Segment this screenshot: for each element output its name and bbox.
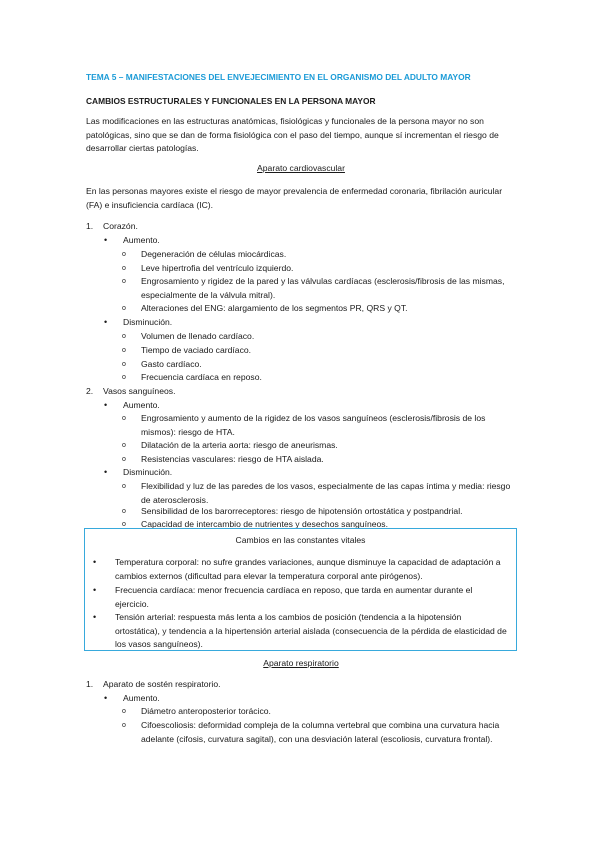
circle-bullet-icon: o bbox=[122, 442, 126, 449]
list-item bbox=[122, 453, 516, 467]
circle-bullet-icon: o bbox=[122, 708, 126, 715]
bullet-icon: • bbox=[93, 557, 97, 567]
list-label: Aparato de sostén respiratorio. bbox=[103, 679, 221, 689]
circle-bullet-icon: o bbox=[122, 305, 126, 312]
list-item-text: Sensibilidad de los barorreceptores: riesgo de hipotensión ortostática y postpandrial. bbox=[141, 506, 463, 516]
list-label: Disminución. bbox=[123, 467, 173, 477]
list-item bbox=[122, 439, 516, 453]
list-item-text: Capacidad de intercambio de nutrientes y desechos sanguíneos. bbox=[141, 519, 388, 529]
list-item-text: Resistencias vasculares: riesgo de HTA aislada. bbox=[141, 454, 324, 464]
bullet-icon: • bbox=[104, 235, 108, 245]
list-item bbox=[122, 358, 516, 372]
list-item bbox=[122, 705, 516, 719]
list-number: 1. bbox=[86, 221, 94, 231]
circle-bullet-icon: o bbox=[122, 374, 126, 381]
list-item-text: Frecuencia cardíaca en reposo. bbox=[141, 372, 262, 382]
list-item bbox=[122, 344, 516, 358]
section-subtitle: CAMBIOS ESTRUCTURALES Y FUNCIONALES EN LA PERSONA MAYOR bbox=[86, 96, 376, 106]
bullet-icon: • bbox=[104, 317, 108, 327]
circle-bullet-icon: o bbox=[122, 521, 126, 528]
circle-bullet-icon: o bbox=[122, 483, 126, 490]
list-item bbox=[122, 505, 516, 519]
list-item-text: Alteraciones del ENG: alargamiento de los segmentos PR, QRS y QT. bbox=[141, 303, 408, 313]
corazon-disminucion bbox=[104, 316, 172, 330]
list-item-text: Temperatura corporal: no sufre grandes variaciones, aunque disminuye la capacidad de adaptación a cambios externos (dificultad para elevar la temperatura corporal ante pirógenos). bbox=[115, 557, 501, 581]
list-item bbox=[122, 262, 516, 276]
intro-paragraph: Las modificaciones en las estructuras anatómicas, fisiológicas y funcionales de la persona mayor no son patológicas, sino que se dan de forma fisiológica con el paso del tiempo, aunque sí incrementan el riesgo de desarrollar ciertas patologías. bbox=[86, 116, 499, 154]
list-item bbox=[122, 480, 516, 507]
list-item bbox=[93, 584, 508, 611]
list-item-text: Degeneración de células miocárdicas. bbox=[141, 249, 287, 259]
list-label: Corazón. bbox=[103, 221, 138, 231]
vital-signs-box bbox=[84, 528, 517, 651]
list-item bbox=[122, 330, 516, 344]
circle-bullet-icon: o bbox=[122, 278, 126, 285]
list-item-text: Tiempo de vaciado cardíaco. bbox=[141, 345, 252, 355]
vasos-disminucion bbox=[104, 466, 172, 480]
list-item-text: Cifoescoliosis: deformidad compleja de la columna vertebral que combina una curvatura hacia adelante (cifosis, curvatura sagital), con una desviación lateral (escoliosis, curvatura frontal). bbox=[141, 720, 500, 744]
vital-signs-title: Cambios en las constantes vitales bbox=[235, 535, 366, 545]
list-item-text: Engrosamiento y rigidez de la pared y las válvulas cardíacas (esclerosis/fibrosis de las mismas, especialmente de la válvula mitral). bbox=[141, 276, 505, 300]
bullet-icon: • bbox=[104, 693, 108, 703]
cardio-heading: Aparato cardiovascular bbox=[257, 163, 345, 173]
list-item-text: Diámetro anteroposterior torácico. bbox=[141, 706, 271, 716]
list-label: Vasos sanguíneos. bbox=[103, 386, 176, 396]
list-label: Aumento. bbox=[123, 693, 160, 703]
list-number: 2. bbox=[86, 386, 94, 396]
list-item-text: Frecuencia cardíaca: menor frecuencia cardíaca en reposo, que tarda en aumentar durante el ejercicio. bbox=[115, 585, 473, 609]
list-item bbox=[93, 556, 508, 583]
corazon-item bbox=[86, 220, 138, 234]
circle-bullet-icon: o bbox=[122, 347, 126, 354]
list-item bbox=[93, 611, 508, 652]
list-item bbox=[122, 248, 516, 262]
list-item-text: Engrosamiento y aumento de la rigidez de los vasos sanguíneos (esclerosis/fibrosis de los mismos): riesgo de HTA. bbox=[141, 413, 486, 437]
list-item bbox=[122, 371, 516, 385]
list-item bbox=[122, 302, 516, 316]
respiratory-heading: Aparato respiratorio bbox=[263, 658, 339, 668]
list-label: Aumento. bbox=[123, 400, 160, 410]
list-item-text: Volumen de llenado cardíaco. bbox=[141, 331, 255, 341]
list-number: 1. bbox=[86, 679, 94, 689]
list-item-text: Flexibilidad y luz de las paredes de los vasos, especialmente de las capas íntima y media: riesgo de aterosclerosis. bbox=[141, 481, 511, 505]
vasos-aumento bbox=[104, 399, 160, 413]
sosten-item bbox=[86, 678, 221, 692]
list-label: Aumento. bbox=[123, 235, 160, 245]
list-item-text: Leve hipertrofia del ventrículo izquierdo. bbox=[141, 263, 294, 273]
bullet-icon: • bbox=[93, 612, 97, 622]
list-item-text: Dilatación de la arteria aorta: riesgo de aneurismas. bbox=[141, 440, 338, 450]
document-title: TEMA 5 – MANIFESTACIONES DEL ENVEJECIMIENTO EN EL ORGANISMO DEL ADULTO MAYOR bbox=[86, 72, 471, 82]
circle-bullet-icon: o bbox=[122, 333, 126, 340]
corazon-aumento bbox=[104, 234, 160, 248]
bullet-icon: • bbox=[104, 400, 108, 410]
bullet-icon: • bbox=[104, 467, 108, 477]
circle-bullet-icon: o bbox=[122, 251, 126, 258]
bullet-icon: • bbox=[93, 585, 97, 595]
circle-bullet-icon: o bbox=[122, 265, 126, 272]
list-item bbox=[122, 719, 516, 746]
circle-bullet-icon: o bbox=[122, 415, 126, 422]
list-item bbox=[122, 412, 516, 439]
list-label: Disminución. bbox=[123, 317, 173, 327]
circle-bullet-icon: o bbox=[122, 361, 126, 368]
list-item-text: Tensión arterial: respuesta más lenta a los cambios de posición (tendencia a la hipotensión ortostática), y tendencia a la hipertensión arterial aislada (consecuencia de la pérdida de elasticidad de los vasos sanguíneos). bbox=[115, 612, 507, 650]
cardio-intro: En las personas mayores existe el riesgo de mayor prevalencia de enfermedad coronaria, fibrilación auricular (FA) e insuficiencia cardíaca (IC). bbox=[86, 186, 503, 210]
list-item-text: Gasto cardíaco. bbox=[141, 359, 202, 369]
sosten-aumento bbox=[104, 692, 160, 706]
circle-bullet-icon: o bbox=[122, 722, 126, 729]
list-item bbox=[122, 275, 516, 302]
circle-bullet-icon: o bbox=[122, 508, 126, 515]
vasos-item bbox=[86, 385, 175, 399]
circle-bullet-icon: o bbox=[122, 456, 126, 463]
